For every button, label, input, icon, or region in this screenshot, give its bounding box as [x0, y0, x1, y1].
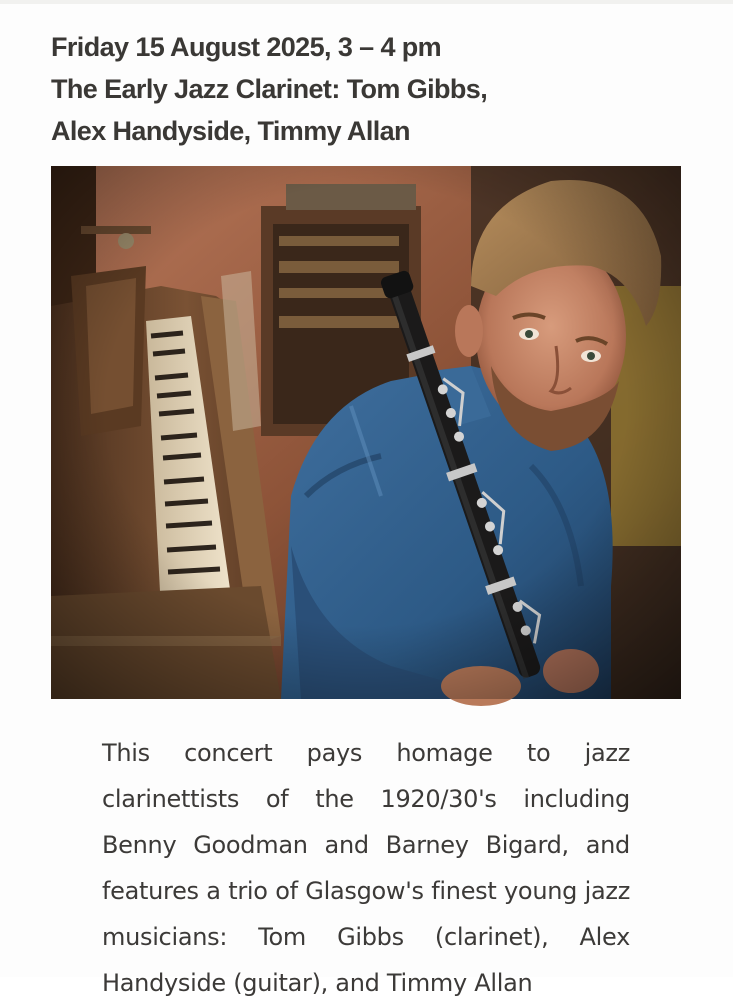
- event-description: [102, 730, 630, 1006]
- event-title-line-1: The Early Jazz Clarinet: Tom Gibbs,: [51, 74, 488, 104]
- event-description-text: This concert pays homage to jazz clarinettists of the 1920/30's including Benny Goodman and Barney Bigard, and features a trio of Glasgow's finest young jazz musicians: Tom Gibbs (clarinet), Alex Handyside (guitar), and Timmy Allan: [102, 739, 630, 997]
- event-heading: [51, 26, 691, 152]
- event-title-line-2: Alex Handyside, Timmy Allan: [51, 116, 410, 146]
- musician-photo: [51, 166, 681, 699]
- event-date-line: Friday 15 August 2025, 3 – 4 pm: [51, 32, 442, 62]
